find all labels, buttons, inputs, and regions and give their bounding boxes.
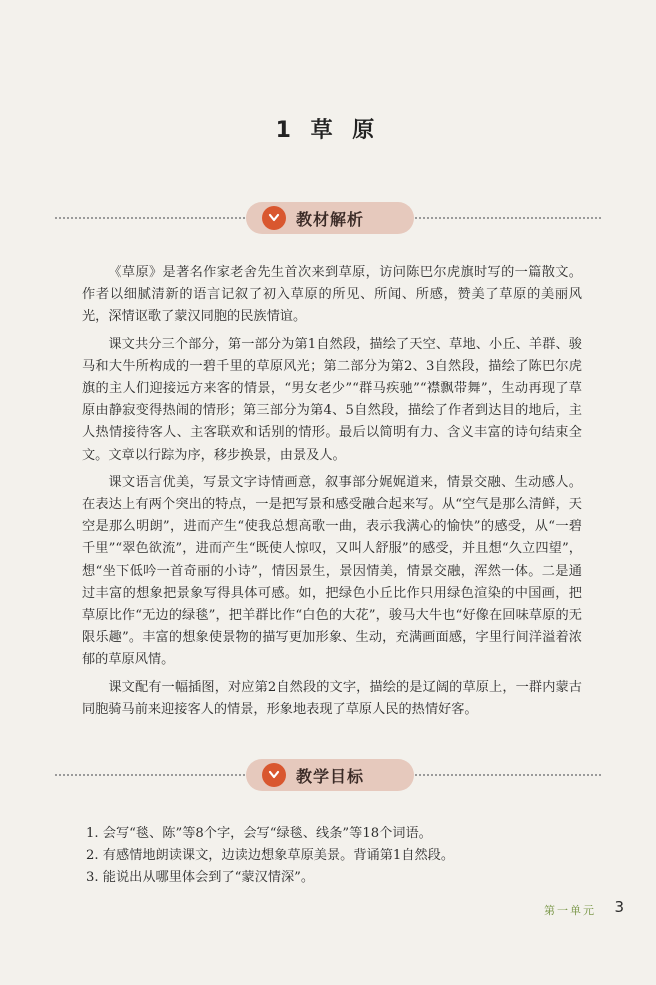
analysis-body <box>82 262 582 721</box>
section-badge <box>246 202 414 234</box>
list-item: 3. 能说出从哪里体会到了“蒙汉情深”。 <box>86 870 315 885</box>
page-number: 3 <box>614 898 624 916</box>
section-heading: 教材解析 <box>296 209 365 229</box>
section-header-goals <box>55 758 601 792</box>
section-header-analysis <box>55 201 601 235</box>
list-item: 2. 有感情地朗读课文，边读边想象草原美景。背诵第1自然段。 <box>86 848 455 863</box>
lesson-title: 1 草 原 <box>275 118 381 143</box>
goals-list <box>86 823 586 889</box>
paragraph: 课文配有一幅插图，对应第2自然段的文字，描绘的是辽阔的草原上，一群内蒙古同胞骑马前来迎接客人的情景，形象地表现了草原人民的热情好客。 <box>82 679 582 717</box>
paragraph: 《草原》是著名作家老舍先生首次来到草原，访问陈巴尔虎旗时写的一篇散文。作者以细腻清新的语言记叙了初入草原的所见、所闻、所感，赞美了草原的美丽风光，深情讴歌了蒙汉同胞的民族情谊。 <box>82 265 582 325</box>
list-item: 1. 会写“毯、陈”等8个字，会写“绿毯、线条”等18个词语。 <box>86 826 432 841</box>
chevron-down-circle-icon <box>262 206 286 230</box>
unit-label: 第一单元 <box>544 904 596 917</box>
paragraph: 课文共分三个部分，第一部分为第1自然段，描绘了天空、草地、小丘、羊群、骏马和大牛所构成的一碧千里的草原风光；第二部分为第2、3自然段，描绘了陈巴尔虎旗的主人们迎接远方来客的情景，“男女老少”“群马疾驰”“襟飘带舞”，生动再现了草原由静寂变得热闹的情形；第三部分为第4、5自然段，描绘了作者到达目的地后，主人热情接待客人、主客联欢和话别的情形。最后以简明有力、含义丰富的诗句结束全文。文章以行踪为序，移步换景，由景及人。 <box>82 336 582 463</box>
paragraph: 课文语言优美，写景文字诗情画意，叙事部分娓娓道来，情景交融、生动感人。在表达上有两个突出的特点，一是把写景和感受融合起来写。从“空气是那么清鲜，天空是那么明朗”，进而产生“使我总想高歌一曲，表示我满心的愉快”的感受，从“一碧千里”“翠色欲流”，进而产生“既使人惊叹，又叫人舒服”的感受，并且想“久立四望”，想“坐下低吟一首奇丽的小诗”，情因景生，景因情美，情景交融，浑然一体。二是通过丰富的想象把景象写得具体可感。如，把绿色小丘比作只用绿色渲染的中国画，把草原比作“无边的绿毯”，把羊群比作“白色的大花”，骏马大牛也“好像在回味草原的无限乐趣”。丰富的想象使景物的描写更加形象、生动，充满画面感，字里行间洋溢着浓郁的草原风情。 <box>82 474 582 668</box>
section-heading: 教学目标 <box>296 766 365 786</box>
chevron-down-circle-icon <box>262 763 286 787</box>
section-badge <box>246 759 414 791</box>
